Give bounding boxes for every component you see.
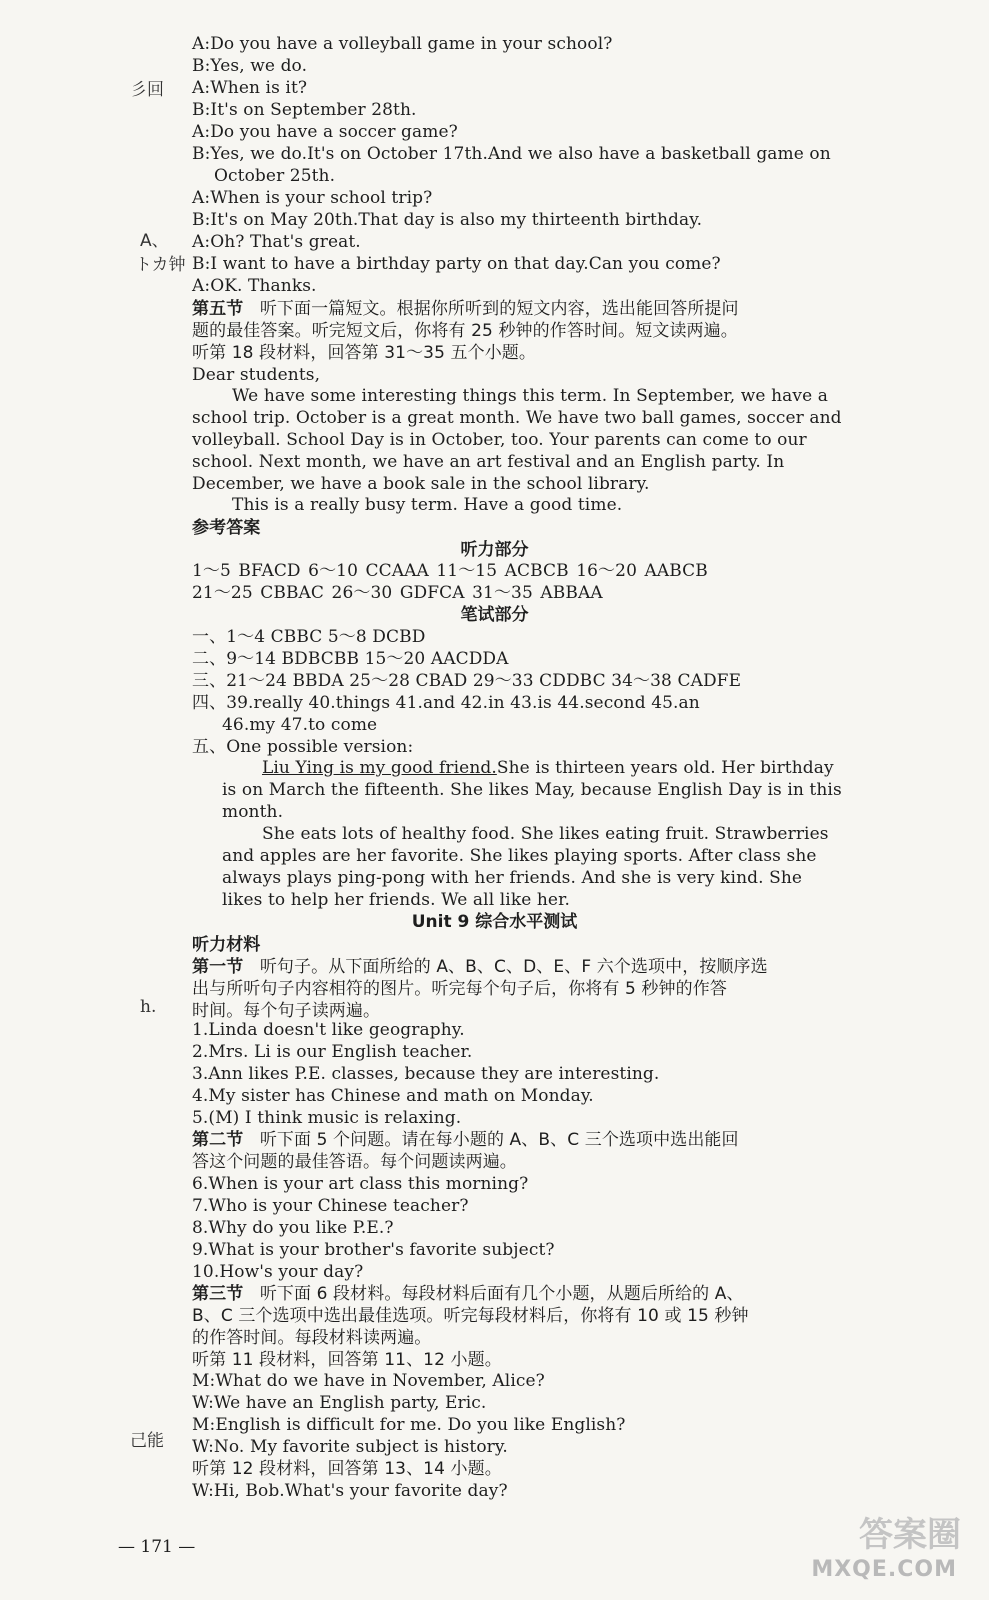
s1-item: 1.Linda doesn't like geography. xyxy=(192,1020,465,1040)
written-answers-line: 五、One possible version: xyxy=(192,737,414,757)
margin-note-4: h. xyxy=(140,997,157,1017)
s3-material12: 听第 12 段材料，回答第 13、14 小题。 xyxy=(192,1459,502,1479)
listening-title: 听力部分 xyxy=(460,540,529,560)
passage-line: We have some interesting things this term. In September, we have a xyxy=(232,386,828,406)
dialogue-line: A:Do you have a volleyball game in your school? xyxy=(192,34,613,54)
s3-dialog-line: W:Hi, Bob.What's your favorite day? xyxy=(192,1481,508,1501)
dialogue-line: A:When is it? xyxy=(192,78,308,98)
passage-line: This is a really busy term. Have a good time. xyxy=(232,495,623,515)
s3-dialog-line: M:English is difficult for me. Do you like English? xyxy=(192,1415,626,1435)
dialogue-line: October 25th. xyxy=(214,166,336,186)
s2-heading: 第二节 xyxy=(192,1130,244,1150)
margin-note-5: 己能 xyxy=(130,1431,164,1451)
section5-instruction-line2: 题的最佳答案。听完短文后，你将有 25 秒钟的作答时间。短文读两遍。 xyxy=(192,321,738,341)
s1-instruction-line2: 出与所听句子内容相符的图片。听完每个句子后，你将有 5 秒钟的作答 xyxy=(192,979,727,999)
essay-line: likes to help her friends. We all like her. xyxy=(222,890,570,910)
essay-line: Liu Ying is my good friend.She is thirteen years old. Her birthday xyxy=(262,758,834,778)
dialogue-line: A:When is your school trip? xyxy=(192,188,433,208)
s2-item: 6.When is your art class this morning? xyxy=(192,1174,529,1194)
s3-instruction-line2: B、C 三个选项中选出最佳选项。听完每段材料后，你将有 10 或 15 秒钟 xyxy=(192,1306,749,1326)
s3-dialog-line: W:No. My favorite subject is history. xyxy=(192,1437,508,1457)
essay-underlined: Liu Ying is my good friend. xyxy=(262,758,497,778)
s1-heading: 第一节 xyxy=(192,957,244,977)
s3-instruction: 第三节 听下面 6 段材料。每段材料后面有几个小题，从题后所给的 A、 xyxy=(192,1284,744,1304)
dialogue-line: B:Yes, we do.It's on October 17th.And we also have a basketball game on xyxy=(192,144,831,164)
section5-heading: 第五节 xyxy=(192,299,244,319)
essay-line: is on March the fifteenth. She likes May, because English Day is in this xyxy=(222,780,842,800)
written-answers-line: 二、9～14 BDBCBB 15～20 AACDDA xyxy=(192,649,509,669)
watermark-logo: 答案圈 xyxy=(859,1515,961,1555)
dialogue-line: B:It's on May 20th.That day is also my thirteenth birthday. xyxy=(192,210,703,230)
written-answers-line: 四、39.really 40.things 41.and 42.in 43.is 44.second 45.an xyxy=(192,693,700,713)
listening-answers-line2: 21～25 CBBAC 26～30 GDFCA 31～35 ABBAA xyxy=(192,583,603,603)
dialogue-line: A:Oh? That's great. xyxy=(192,232,361,252)
s1-instruction: 第一节 听句子。从下面所给的 A、B、C、D、E、F 六个选项中，按顺序选 xyxy=(192,957,768,977)
margin-note-1: 彡回 xyxy=(130,80,164,100)
dialogue-line: A:OK. Thanks. xyxy=(192,276,317,296)
s1-item: 5.(M) I think music is relaxing. xyxy=(192,1108,462,1128)
watermark xyxy=(811,1515,977,1590)
s3-instruction-line3: 的作答时间。每段材料读两遍。 xyxy=(192,1328,432,1348)
dialogue-line: A:Do you have a soccer game? xyxy=(192,122,458,142)
written-title: 笔试部分 xyxy=(460,605,529,625)
s3-dialog-line: M:What do we have in November, Alice? xyxy=(192,1371,545,1391)
materials-title: 听力材料 xyxy=(192,935,261,955)
s1-instruction-line3: 时间。每个句子读两遍。 xyxy=(192,1001,381,1021)
passage-line: school trip. October is a great month. We have two ball games, soccer and xyxy=(192,408,842,428)
answers-title: 参考答案 xyxy=(192,518,261,538)
s2-item: 7.Who is your Chinese teacher? xyxy=(192,1196,469,1216)
s2-item: 10.How's your day? xyxy=(192,1262,364,1282)
written-answers-line: 一、1～4 CBBC 5～8 DCBD xyxy=(192,627,426,647)
listening-answers-line1: 1～5 BFACD 6～10 CCAAA 11～15 ACBCB 16～20 AABCB xyxy=(192,561,708,581)
essay-line: always plays ping-pong with her friends. And she is very kind. She xyxy=(222,868,803,888)
s2-item: 9.What is your brother's favorite subject? xyxy=(192,1240,555,1260)
margin-note-2: A、 xyxy=(140,231,169,251)
passage-greeting: Dear students, xyxy=(192,365,321,385)
page-number: — 171 — xyxy=(118,1537,196,1557)
margin-note-3: トカ钟 xyxy=(135,255,186,275)
passage-line: December, we have a book sale in the school library. xyxy=(192,474,650,494)
passage-line: school. Next month, we have an art festival and an English party. In xyxy=(192,452,785,472)
s1-item: 4.My sister has Chinese and math on Monday. xyxy=(192,1086,594,1106)
dialogue-line: B:I want to have a birthday party on that day.Can you come? xyxy=(192,254,721,274)
written-answers-line: 三、21～24 BBDA 25～28 CBAD 29～33 CDDBC 34～38 CADFE xyxy=(192,671,742,691)
s2-instruction: 第二节 听下面 5 个问题。请在每小题的 A、B、C 三个选项中选出能回 xyxy=(192,1130,739,1150)
watermark-site: MXQE.COM xyxy=(811,1557,957,1582)
s3-material11: 听第 11 段材料，回答第 11、12 小题。 xyxy=(192,1350,502,1370)
s1-item: 3.Ann likes P.E. classes, because they are interesting. xyxy=(192,1064,660,1084)
s1-item: 2.Mrs. Li is our English teacher. xyxy=(192,1042,473,1062)
passage-line: volleyball. School Day is in October, too. Your parents can come to our xyxy=(192,430,807,450)
s3-dialog-line: W:We have an English party, Eric. xyxy=(192,1393,487,1413)
section5-instruction-line3: 听第 18 段材料，回答第 31～35 五个小题。 xyxy=(192,343,537,363)
section5-instruction: 第五节 听下面一篇短文。根据你所听到的短文内容，选出能回答所提问 xyxy=(192,299,739,319)
unit9-title: Unit 9 综合水平测试 xyxy=(411,912,578,932)
essay-line: month. xyxy=(222,802,284,822)
s3-heading: 第三节 xyxy=(192,1284,244,1304)
dialogue-line: B:It's on September 28th. xyxy=(192,100,417,120)
s2-item: 8.Why do you like P.E.? xyxy=(192,1218,394,1238)
written-answers-line: 46.my 47.to come xyxy=(222,715,378,735)
essay-line: She eats lots of healthy food. She likes eating fruit. Strawberries xyxy=(262,824,829,844)
dialogue-line: B:Yes, we do. xyxy=(192,56,308,76)
essay-line: and apples are her favorite. She likes playing sports. After class she xyxy=(222,846,817,866)
s2-instruction-line2: 答这个问题的最佳答语。每个问题读两遍。 xyxy=(192,1152,517,1172)
